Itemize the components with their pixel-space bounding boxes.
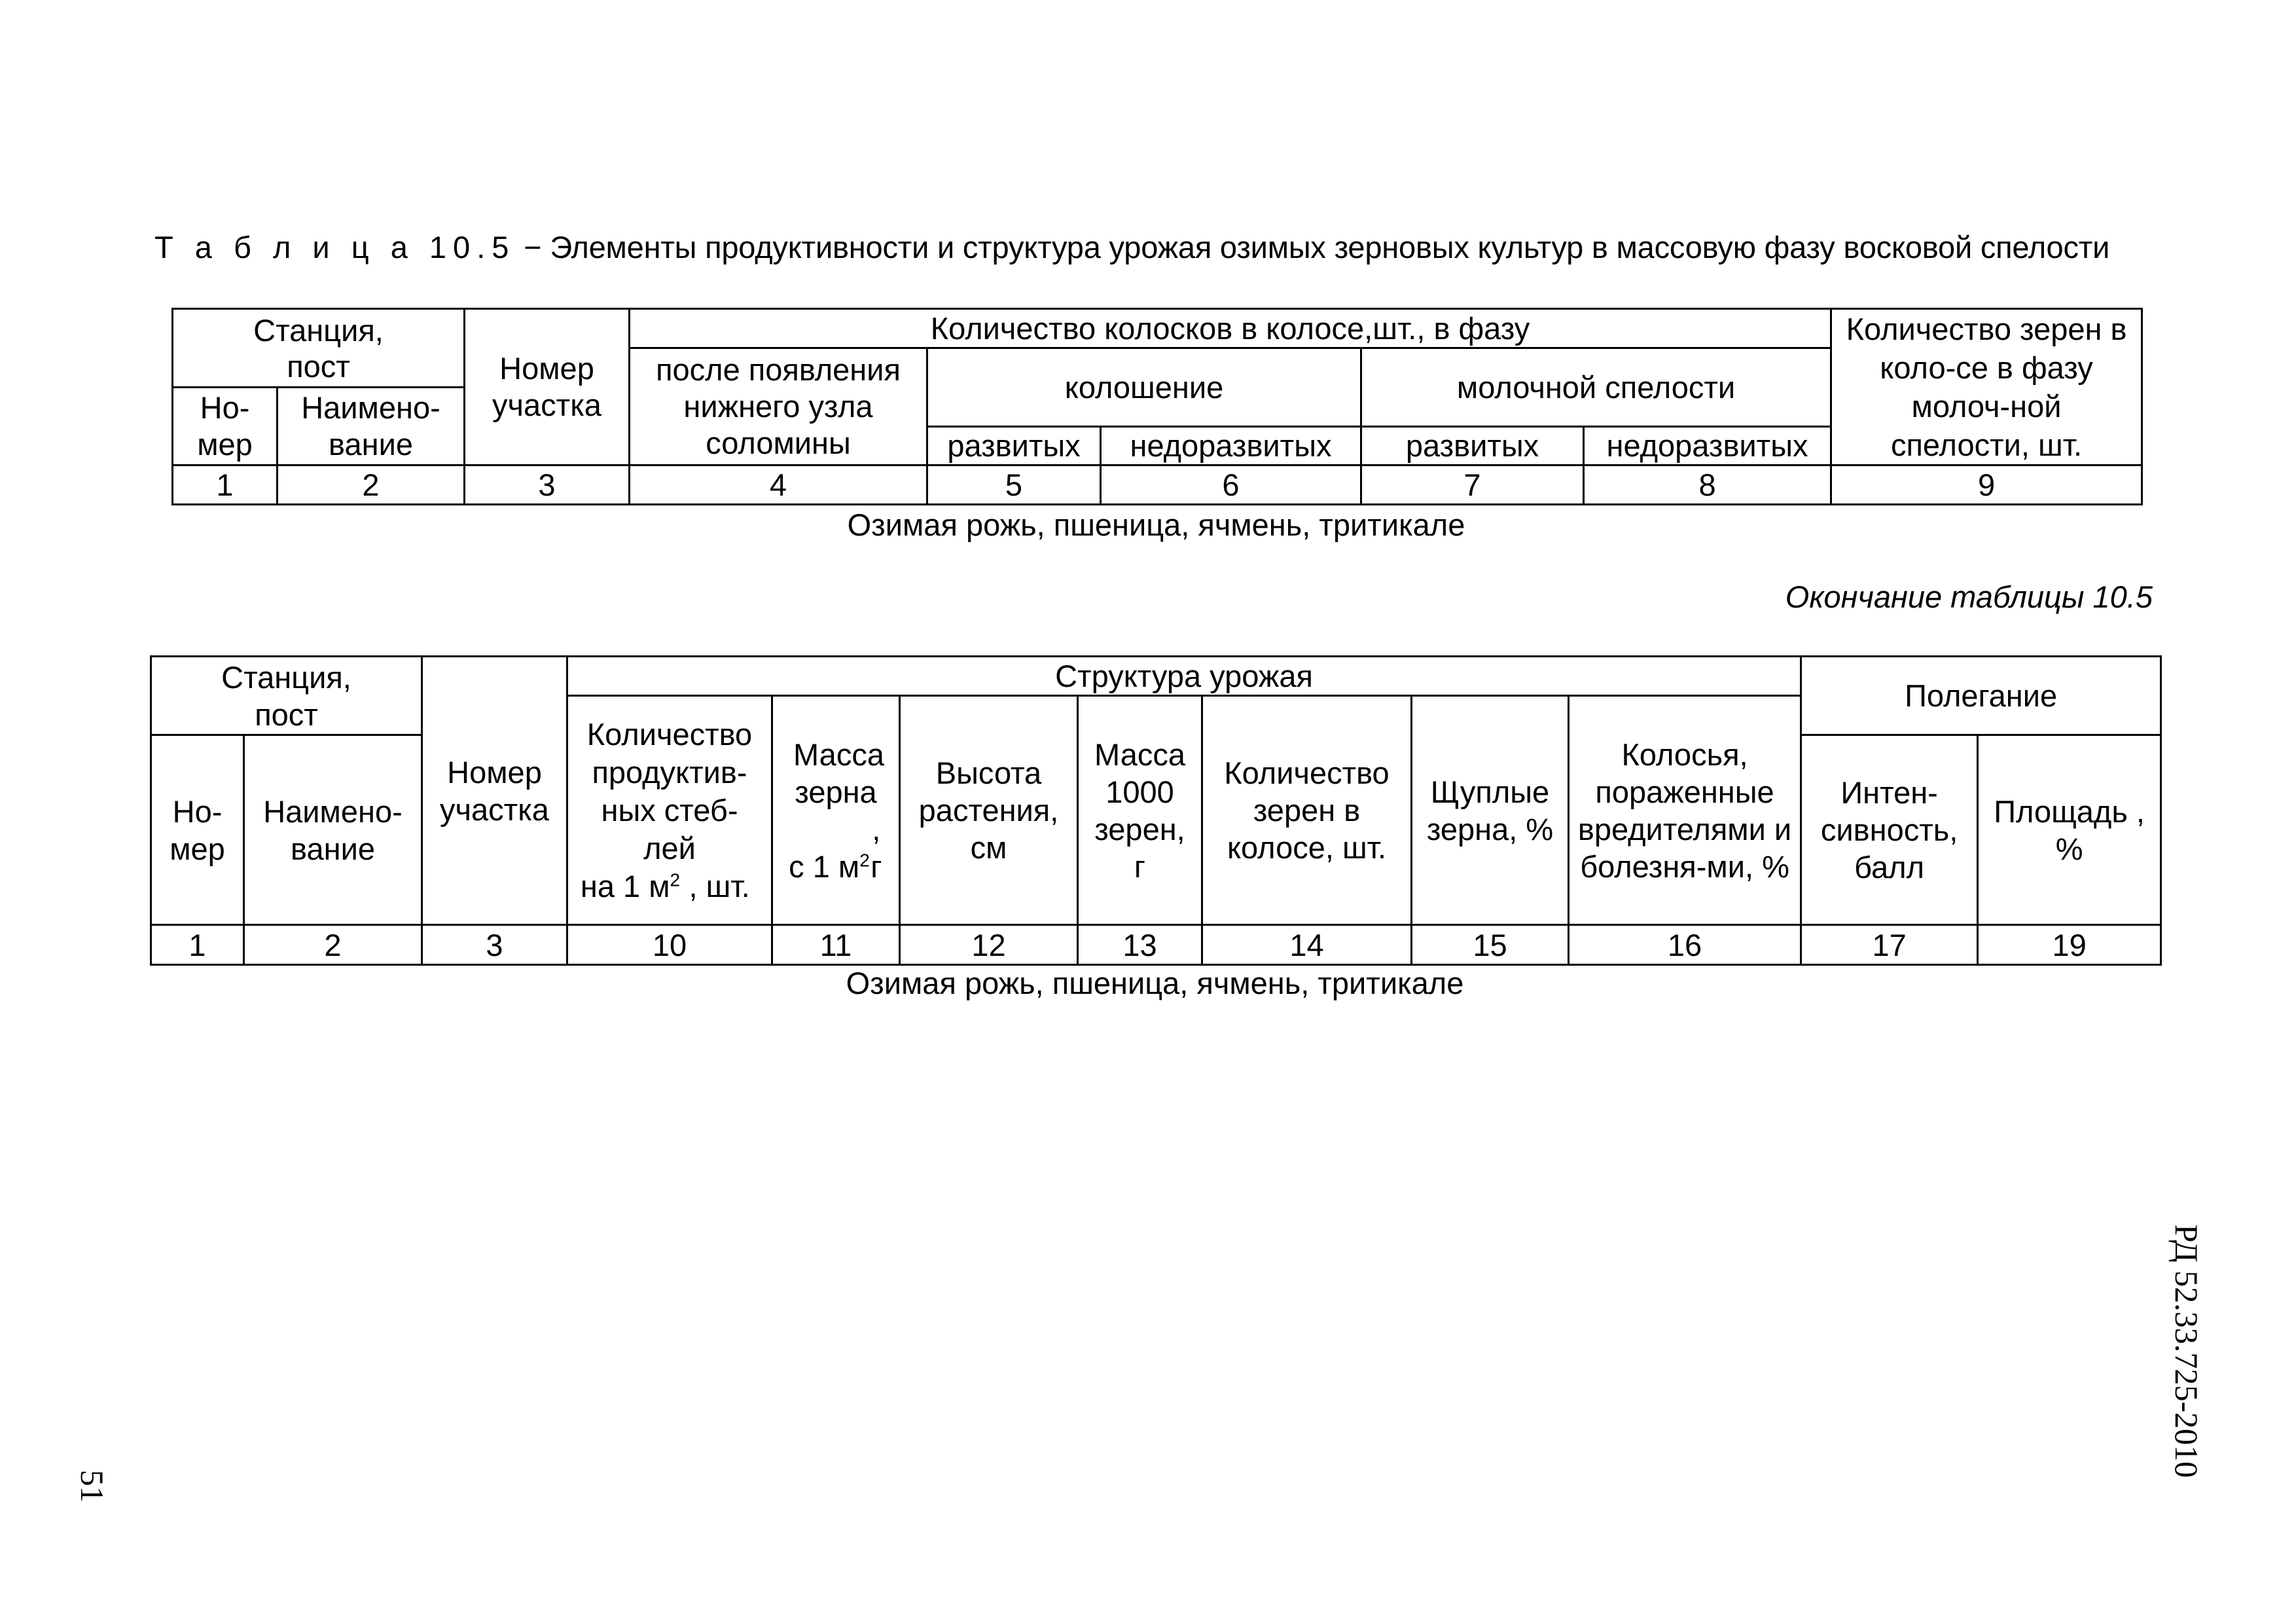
header-developed-1: развитых: [927, 427, 1101, 465]
column-number: 19: [1978, 925, 2161, 965]
crops-row-1: Озимая рожь, пшеница, ячмень, тритикале: [847, 507, 1465, 542]
column-number: 16: [1569, 925, 1801, 965]
header-milk-ripeness: молочной спелости: [1361, 348, 1831, 427]
header-area: Площадь , %: [1994, 793, 2145, 866]
column-number: 11: [772, 925, 900, 965]
page-number: 51: [74, 1470, 111, 1503]
column-number: 5: [927, 465, 1101, 505]
header-productive-stems-text: Количество продуктив-ных стеб-лей: [586, 716, 753, 866]
header-station-post-2: Станция, пост: [221, 659, 351, 732]
header-plot-number-2: Номер участка: [440, 754, 549, 827]
header-grain-mass-text: Масса зерна: [793, 737, 884, 809]
column-number: 17: [1801, 925, 1978, 965]
header-spikelets-group: Количество колосков в колосе,шт., в фазу: [630, 309, 1831, 348]
superscript-2: 2: [859, 849, 870, 870]
table-10-5-part-2: [150, 655, 2162, 966]
table-caption-prefix: Т а б л и ц а 10.5: [154, 230, 516, 264]
header-name-2: Наимено-вание: [263, 793, 403, 866]
document-code: РД 52.33.725-2010: [2168, 1224, 2205, 1478]
column-number: 8: [1584, 465, 1831, 505]
header-plant-height: Высота растения, см: [918, 756, 1059, 865]
header-plot-number: Номер участка: [492, 351, 601, 422]
header-underdeveloped-1: недоразвитых: [1101, 427, 1361, 465]
header-underdeveloped-2: недоразвитых: [1584, 427, 1831, 465]
header-grains-in-ear-milk: Количество зерен в коло-се в фазу молоч-ной спелости, шт.: [1846, 312, 2127, 462]
column-number: 2: [244, 925, 422, 965]
column-number: 4: [630, 465, 927, 505]
column-number: 12: [900, 925, 1078, 965]
header-name: Наимено-вание: [301, 390, 440, 462]
column-number: 3: [422, 925, 567, 965]
grain-mass-tail: , г: [870, 811, 882, 884]
header-yield-structure: Структура урожая: [567, 657, 1801, 696]
column-number: 15: [1412, 925, 1569, 965]
header-grains-in-ear: Количество зерен в колосе, шт.: [1224, 756, 1390, 865]
column-number: 10: [567, 925, 772, 965]
header-productive-stems-unit: [568, 867, 771, 905]
column-number: 6: [1101, 465, 1361, 505]
column-number: 7: [1361, 465, 1584, 505]
table-caption-dash: −: [515, 230, 550, 264]
table-caption-text: Элементы продуктивности и структура урожая озимых зерновых культур в массовую фазу восковой спелости: [550, 230, 2110, 264]
productive-stems-tail: , шт.: [689, 868, 750, 903]
column-number: 2: [278, 465, 465, 505]
header-developed-2: развитых: [1361, 427, 1584, 465]
header-lodging: Полегание: [1801, 657, 2161, 735]
crops-row-2: Озимая рожь, пшеница, ячмень, тритикале: [846, 966, 1464, 1000]
productive-stems-unit: на 1 м: [580, 868, 670, 903]
header-after-lower-node: после появления нижнего узла соломины: [656, 352, 901, 460]
grain-mass-unit: с 1 м: [789, 848, 860, 884]
header-damaged-ears: Колосья, пораженные вредителями и болезня-ми, %: [1577, 737, 1792, 884]
superscript-2: 2: [670, 869, 681, 890]
table-caption: [154, 229, 2109, 265]
header-shriveled-grains: Щуплые зерна, %: [1426, 774, 1554, 847]
header-mass-1000: Масса 1000 зерен, г: [1094, 737, 1185, 884]
header-grain-mass: [772, 696, 900, 925]
column-number: 9: [1831, 465, 2142, 505]
table-10-5-part-1: [171, 308, 2143, 505]
header-grain-mass-unit: [773, 811, 899, 885]
column-number: 13: [1078, 925, 1202, 965]
header-number: Но-мер: [197, 390, 253, 462]
column-number: 1: [173, 465, 278, 505]
header-station-post: Станция, пост: [253, 312, 384, 384]
header-number-2: Но-мер: [170, 793, 225, 866]
header-intensity: Интен-сивность, балл: [1820, 775, 1958, 884]
column-number: 1: [151, 925, 244, 965]
header-productive-stems: [567, 696, 772, 925]
column-number: 3: [465, 465, 630, 505]
continuation-title: Окончание таблицы 10.5: [1785, 579, 2153, 614]
column-number: 14: [1202, 925, 1412, 965]
header-heading: колошение: [927, 348, 1361, 427]
